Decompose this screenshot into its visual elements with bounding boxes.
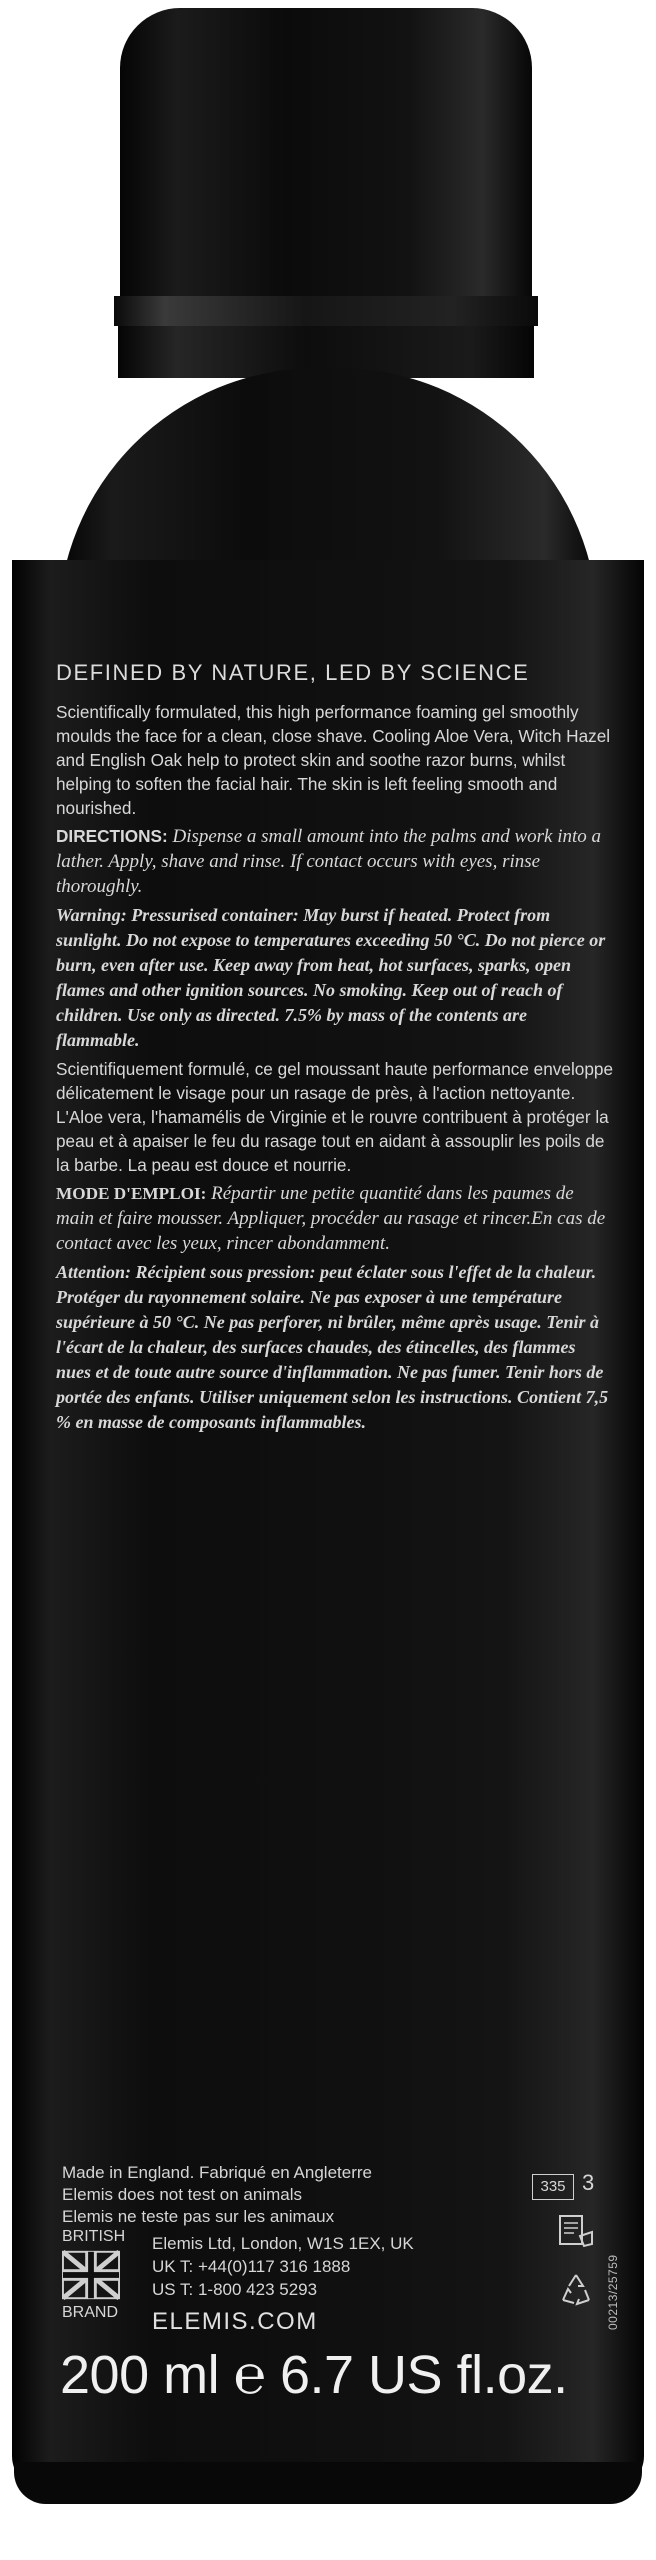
bottle-base [14,2462,642,2504]
lot-code: 335 [532,2174,574,2200]
vertical-product-code: 00213/25759 [606,2254,620,2330]
made-in: Made in England. Fabriqué en Angleterre [62,2163,372,2182]
british-text: BRITISH [62,2228,126,2245]
slogan: DEFINED BY NATURE, LED BY SCIENCE [56,660,530,685]
mode-heading: MODE D'EMPLOI: [56,1184,207,1203]
mode-emploi [56,1181,614,1256]
product-label [56,660,614,1439]
animals-en: Elemis does not test on animals [62,2185,303,2204]
directions-text: Dispense a small amount into the palms and work into a lather. Apply, shave and rinse. If contact occurs with eyes, rinse thoroughly. [56,826,602,897]
brand-text: BRAND [62,2304,119,2321]
us-phone: US T: 1-800 423 5293 [152,2280,318,2299]
cap-rim [114,296,538,326]
address-block [152,2232,414,2301]
website: ELEMIS.COM [152,2308,318,2335]
volume: 200 ml ℮ 6.7 US fl.oz. [60,2345,568,2405]
directions-en [56,824,614,899]
recycle-icon [556,2270,596,2310]
company-address: Elemis Ltd, London, W1S 1EX, UK [152,2234,414,2253]
lot-number: 3 [582,2170,595,2195]
uk-phone: UK T: +44(0)117 316 1888 [152,2257,351,2276]
warning-en: Warning: Pressurised container: May burst if heated. Protect from sunlight. Do not expose to temperatures exceeding 50 °C. Do not pierce or burn, even after use. Keep away from heat, hot surfaces, sparks, open flames and other ignition sources. No smoking. Keep out of reach of children. Use only as directed. 7.5% by mass of the contents are flammable. [56,905,606,1050]
description-en: Scientifically formulated, this high performance foaming gel smoothly moulds the face for a clean, close shave. Cooling Aloe Vera, Witch Hazel and English Oak help to protect skin and soothe razor burns, whilst helping to soften the facial hair. The skin is left feeling smooth and nourished. [56,702,611,818]
union-jack-icon [62,2250,120,2300]
warning-fr: Attention: Récipient sous pression: peut éclater sous l'effet de la chaleur. Protéger du rayonnement solaire. Ne pas exposer à une température supérieure à 50 °C. Ne pas perforer, ni brûler, même après usage. Tenir à l'écart de la chaleur, des surfaces chaudes, des étincelles, des flammes nues et de toute autre source d'inflammation. Ne pas fumer. Tenir hors de portée des enfants. Utiliser uniquement selon les instructions. Contient 7,5 % en masse de composants inflammables. [56,1262,609,1432]
mode-text: Répartir une petite quantité dans les paumes de main et faire mousser. Appliquer, procéder au rasage et rincer.En cas de contact avec les yeux, rincer abondamment. [56,1183,606,1254]
directions-heading: DIRECTIONS: [56,826,168,846]
british-brand-mark [62,2228,126,2322]
animals-fr: Elemis ne teste pas sur les animaux [62,2207,335,2226]
read-leaflet-icon [556,2210,596,2250]
description-fr: Scientifiquement formulé, ce gel moussant haute performance enveloppe délicatement le visage pour un rasage de près, à l'action nettoyante. L'Aloe vera, l'hamamélis de Virginie et le rouvre contribuent à protéger la peau et à apaiser le feu du rasage tout en aidant à assouplir les poils de la barbe. La peau est douce et nourrie. [56,1059,614,1175]
